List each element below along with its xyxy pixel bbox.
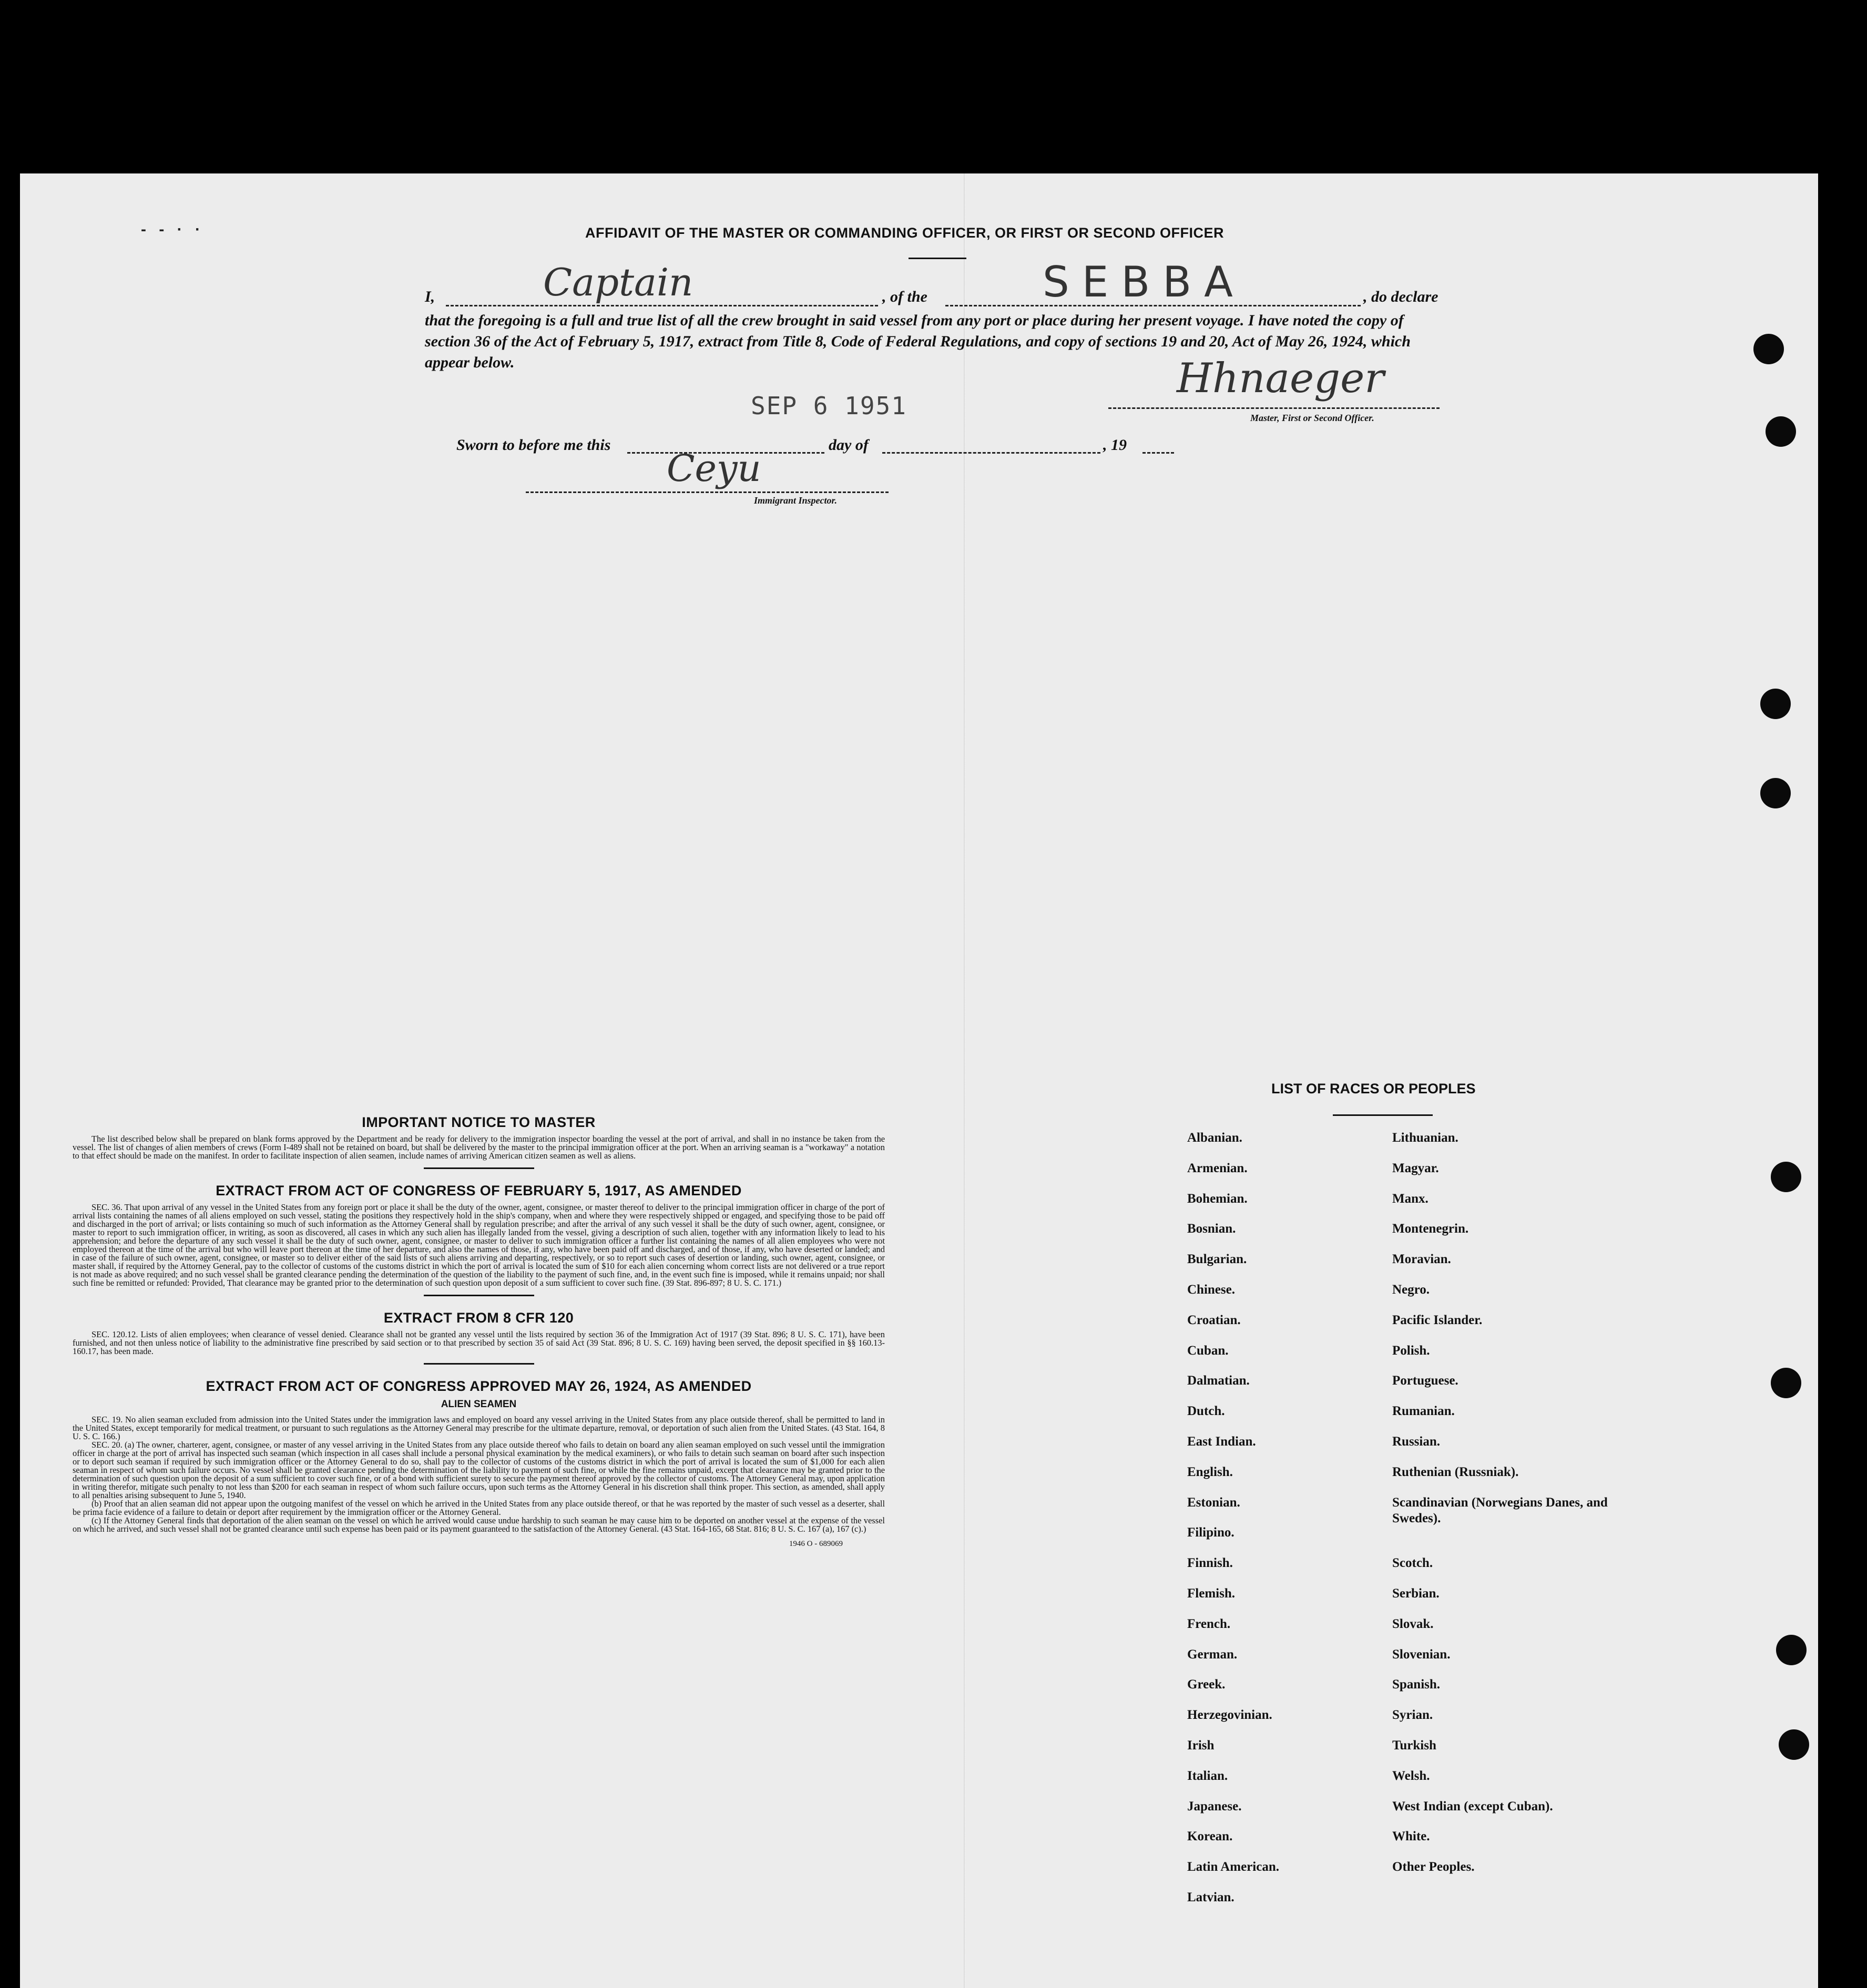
race-list-item: Greek. bbox=[1187, 1677, 1226, 1692]
sec-20c-text: (c) If the Attorney General finds that deportation of the alien seaman on the vessel on which he arrived would cause undue hardship to such seaman he may cause him to be deported on another vessel at the expense of the vessel on which he arrived, and such vessel shall not be granted clearance until such expense has been paid or its payment guaranteed to the satisfaction of the Attorney General. (43 Stat. 164-165, 68 Stat. 816; 8 U. S. C. 167 (a), 167 (c).) bbox=[73, 1515, 885, 1534]
race-list-item: Albanian. bbox=[1187, 1131, 1242, 1145]
officer-blank-line bbox=[446, 305, 878, 306]
notice-title: IMPORTANT NOTICE TO MASTER bbox=[362, 1114, 596, 1130]
races-rule bbox=[1333, 1114, 1433, 1116]
vessel-handwriting: SEBBA bbox=[1043, 258, 1246, 306]
extract-cfr-text: SEC. 120.12. Lists of alien employees; when clearance of vessel denied. Clearance shall not be granted any vessel until the lists required by section 36 of the Immigration Act of 1917 (39 Stat. 896; 8 U. S. C. 171), have been furnished, and not then unless notice of liability to the administrative fine prescribed by said section or to that prescribed by section 35 of said Act (39 Stat. 896; 8 U. S. C. 169) having been served, the deposit specified in §§ 160.13-160.17, has been made. bbox=[73, 1329, 885, 1356]
race-list-item: East Indian. bbox=[1187, 1434, 1256, 1449]
race-list-item: Turkish bbox=[1392, 1738, 1436, 1753]
affidavit-title: AFFIDAVIT OF THE MASTER OR COMMANDING OFFICER, OR FIRST OR SECOND OFFICER bbox=[585, 225, 1224, 241]
master-caption: Master, First or Second Officer. bbox=[1250, 413, 1374, 423]
races-column-1 bbox=[1187, 1130, 1376, 1920]
race-list-item: Croatian. bbox=[1187, 1313, 1241, 1327]
race-list-item: Lithuanian. bbox=[1392, 1131, 1458, 1145]
title-rule bbox=[909, 258, 966, 259]
inspector-caption: Immigrant Inspector. bbox=[754, 495, 838, 506]
race-list-item: Finnish. bbox=[1187, 1556, 1233, 1571]
race-list-item: White. bbox=[1392, 1829, 1430, 1844]
sec-19-text: SEC. 19. No alien seaman excluded from admission into the United States under the immigration laws and employed on board any vessel arriving in the United States from any place outside thereof, shall be permitted to land in the United States, except temporarily for medical treatment, or pursuant to such regulations as the Attorney General may prescribe for the ultimate departure, removal, or deportation of such alien from the United States. (43 Stat. 164, 8 U. S. C. 166.) bbox=[73, 1415, 885, 1441]
punch-hole bbox=[1771, 1368, 1801, 1398]
race-list-item: Other Peoples. bbox=[1392, 1860, 1475, 1874]
race-list-item: Manx. bbox=[1392, 1191, 1429, 1206]
print-code: 1946 O - 689069 bbox=[789, 1540, 843, 1548]
extract-1917-title: EXTRACT FROM ACT OF CONGRESS OF FEBRUARY 5, 1917, AS AMENDED bbox=[216, 1183, 742, 1198]
race-list-item: Estonian. bbox=[1187, 1495, 1240, 1510]
race-list-item: Ruthenian (Russniak). bbox=[1392, 1464, 1519, 1479]
race-list-item: Slovenian. bbox=[1392, 1647, 1451, 1662]
punch-hole bbox=[1753, 334, 1784, 364]
sec-20b-text: (b) Proof that an alien seaman did not appear upon the outgoing manifest of the vessel on which he arrived in the United States from any place outside thereof, or that he was reported by the master of such vessel as a deserter, shall be prima facie evidence of a failure to detain or deport after requirement by the immigration officer or the Attorney General. bbox=[73, 1499, 885, 1517]
race-list-item: Filipino. bbox=[1187, 1525, 1235, 1540]
race-list-item: Scotch. bbox=[1392, 1556, 1433, 1571]
race-list-item: Cuban. bbox=[1187, 1343, 1229, 1358]
officer-handwriting: Captain bbox=[543, 260, 693, 304]
race-list-item: Rumanian. bbox=[1392, 1404, 1455, 1419]
race-list-item: Japanese. bbox=[1187, 1799, 1242, 1813]
alien-seamen-subtitle: ALIEN SEAMEN bbox=[441, 1399, 517, 1410]
day-of-label: day of bbox=[829, 436, 869, 454]
notice-text: The list described below shall be prepared on blank forms approved by the Department and be ready for delivery to the immigration inspector boarding the vessel at the port of arrival, and shall in no instance be taken from the vessel. The list of changes of alien members of crews (Form I-489 shall not be retained on board, but shall be delivered by the master to the principal immigration officer at the port. When an arriving seaman is a "workaway" a notation to that effect should be made on the manifest. In order to facilitate inspection of alien seamen, include names of arriving American citizen seamen as well as aliens. bbox=[73, 1134, 885, 1161]
punch-hole bbox=[1771, 1162, 1801, 1192]
race-list-item: Portuguese. bbox=[1392, 1374, 1458, 1388]
declaration-text: that the foregoing is a full and true list of all the crew brought in said vessel from any port or place during her present voyage. I have noted the copy of section 36 of the Act of February 5, 1917, extract from Title 8, Code of Federal Regulations, and copy of sections 19 and 20, Act of May 26, 1924, which appear below. bbox=[425, 312, 1411, 371]
race-list-item: Negro. bbox=[1392, 1282, 1430, 1297]
race-list-item: Dalmatian. bbox=[1187, 1374, 1250, 1388]
race-list-item: Serbian. bbox=[1392, 1586, 1440, 1601]
section-rule bbox=[424, 1167, 534, 1169]
punch-hole bbox=[1760, 689, 1791, 719]
race-list-item: Armenian. bbox=[1187, 1161, 1248, 1175]
affidavit-i-label: I, bbox=[425, 288, 435, 305]
master-signature: Hhnaeger bbox=[1177, 355, 1384, 402]
punch-hole bbox=[1776, 1635, 1807, 1665]
sworn-month-line bbox=[882, 452, 1100, 454]
race-list-item: French. bbox=[1187, 1616, 1231, 1631]
punch-hole bbox=[1779, 1729, 1809, 1760]
race-list-item: Russian. bbox=[1392, 1434, 1441, 1449]
year-label: , 19 bbox=[1103, 436, 1127, 454]
race-list-item: Bosnian. bbox=[1187, 1222, 1236, 1236]
margin-marks: - - · · bbox=[141, 221, 205, 238]
race-list-item bbox=[1392, 1890, 1655, 1920]
race-list-item: Italian. bbox=[1187, 1768, 1228, 1783]
master-signature-line bbox=[1108, 407, 1440, 409]
race-list-item: Bulgarian. bbox=[1187, 1252, 1247, 1267]
sworn-label: Sworn to before me this bbox=[456, 436, 611, 454]
race-list-item: Magyar. bbox=[1392, 1161, 1439, 1175]
punch-hole bbox=[1760, 778, 1791, 808]
race-list-item: English. bbox=[1187, 1464, 1233, 1479]
race-list-item: Montenegrin. bbox=[1392, 1222, 1469, 1236]
races-column-2 bbox=[1392, 1130, 1655, 1920]
punch-hole bbox=[1766, 416, 1796, 447]
inspector-signature: Ceyu bbox=[667, 447, 761, 490]
of-the-label: , of the bbox=[882, 288, 927, 305]
race-list-item: West Indian (except Cuban). bbox=[1392, 1799, 1553, 1813]
race-list-item: Latvian. bbox=[1187, 1890, 1235, 1904]
document-sheet bbox=[20, 173, 1818, 1988]
extract-cfr-title: EXTRACT FROM 8 CFR 120 bbox=[383, 1310, 574, 1326]
race-list-item: Spanish. bbox=[1392, 1677, 1441, 1692]
race-list-item: Pacific Islander. bbox=[1392, 1313, 1483, 1327]
race-list-item: Welsh. bbox=[1392, 1768, 1430, 1783]
race-list-item: Korean. bbox=[1187, 1829, 1233, 1844]
races-title: LIST OF RACES OR PEOPLES bbox=[1271, 1081, 1476, 1097]
race-list-item: Moravian. bbox=[1392, 1252, 1451, 1267]
inspector-signature-line bbox=[526, 491, 889, 493]
extract-1917-text: SEC. 36. That upon arrival of any vessel in the United States from any foreign port or place it shall be the duty of the owner, agent, consignee, or master thereof to deliver to the principal immigration officer in charge of the port of arrival lists containing the names of all aliens employed on such vessel, stating the positions they respectively hold in the ship's company, when and where they were respectively shipped or engaged, and specifying those to be paid off and discharged in the port of arrival; or lists containing so much of such information as the Attorney General shall by regulation prescribe; and after the arrival of any such vessel it shall be the duty of such owner, agent, consignee, or master to report to such immigration officer, in writing, as soon as discovered, all cases in which any such alien has illegally landed from the vessel, giving a description of such alien, together with any information likely to lead to his apprehension; and before the departure of any such vessel it shall be the duty of such owner, agent, consignee, or master to deliver to such immigration officer a further list containing the names of all alien employees who were not employed thereon at the time of the arrival but who will leave port thereon at the time of her departure, and also the names of those, if any, who have been paid off and discharged, and of those, if any, who have deserted or landed; and in case of the failure of such owner, agent, consignee, or master so to deliver either of the said lists of such aliens arriving and departing, respectively, or so to report such cases of desertion or landing, such owner, agent, consignee, or master shall, if required by the Attorney General, pay to the collector of customs of the customs district in which the port of arrival is located the sum of $10 for each alien concerning whom correct lists are not delivered or a true report is not made as above required; and no such vessel shall be granted clearance pending the determination of the question of the liability to the payment of such fine, and, in the event such fine is imposed, while it remains unpaid; nor shall such fine be remitted or refunded: Provided, That clearance may be granted prior to the determination of such question upon deposit of a sum sufficient to cover such fine. (39 Stat. 896-897; 8 U. S. C. 171.) bbox=[73, 1202, 885, 1288]
date-stamp: SEP 6 1951 bbox=[751, 392, 907, 420]
race-list-item: Flemish. bbox=[1187, 1586, 1235, 1601]
race-list-item bbox=[1392, 1525, 1655, 1555]
race-list-item: Slovak. bbox=[1392, 1616, 1434, 1631]
race-list-item: Dutch. bbox=[1187, 1404, 1225, 1419]
section-rule bbox=[424, 1295, 534, 1296]
extract-1924-title: EXTRACT FROM ACT OF CONGRESS APPROVED MAY 26, 1924, AS AMENDED bbox=[206, 1378, 752, 1394]
race-list-item: Syrian. bbox=[1392, 1708, 1433, 1723]
sec-20a-text: SEC. 20. (a) The owner, charterer, agent, consignee, or master of any vessel arriving in the United States from any place outside thereof who fails to detain on board any alien seaman employed on such vessel until the immigration officer in charge at the port of arrival has inspected such seaman (which inspection in all cases shall include a personal physical examination by the medical examiners), or who fails to detain such seaman on board after such inspection or to deport such seaman if required by such immigration officer or the Attorney General to do so, shall pay to the collector of customs of the customs district in which the port of arrival is located the sum of $1,000 for each alien seaman in respect of whom such failure occurs. No vessel shall be granted clearance pending the determination of the liability to payment of such fine, or while the fine remains unpaid, except that clearance may be granted prior to the determination of such question upon the deposit of a sum sufficient to cover such fine, or of a bond with sufficient surety to secure the payment thereof approved by the collector of customs. The Attorney General may, upon application in writing therefor, mitigate such penalty to not less than $200 for each seaman in respect of whom such failure occurs, upon such terms as the Attorney General in his discretion shall think proper. This section, as amended, shall apply to all penalties arising subsequent to June 5, 1940. bbox=[73, 1440, 885, 1500]
race-list-item: Scandinavian (Norwegians Danes, and Swedes). bbox=[1392, 1495, 1608, 1525]
sworn-year-line bbox=[1142, 452, 1174, 454]
race-list-item: Latin American. bbox=[1187, 1860, 1279, 1874]
race-list-item: Irish bbox=[1187, 1738, 1215, 1753]
race-list-item: German. bbox=[1187, 1647, 1238, 1662]
page-fold bbox=[964, 173, 966, 1988]
race-list-item: Polish. bbox=[1392, 1343, 1430, 1358]
race-list-item: Herzegovinian. bbox=[1187, 1708, 1272, 1723]
race-list-item: Bohemian. bbox=[1187, 1191, 1248, 1206]
race-list-item: Chinese. bbox=[1187, 1282, 1235, 1297]
legal-notices bbox=[73, 1114, 885, 1549]
section-rule bbox=[424, 1363, 534, 1365]
do-declare-label: , do declare bbox=[1363, 288, 1438, 305]
